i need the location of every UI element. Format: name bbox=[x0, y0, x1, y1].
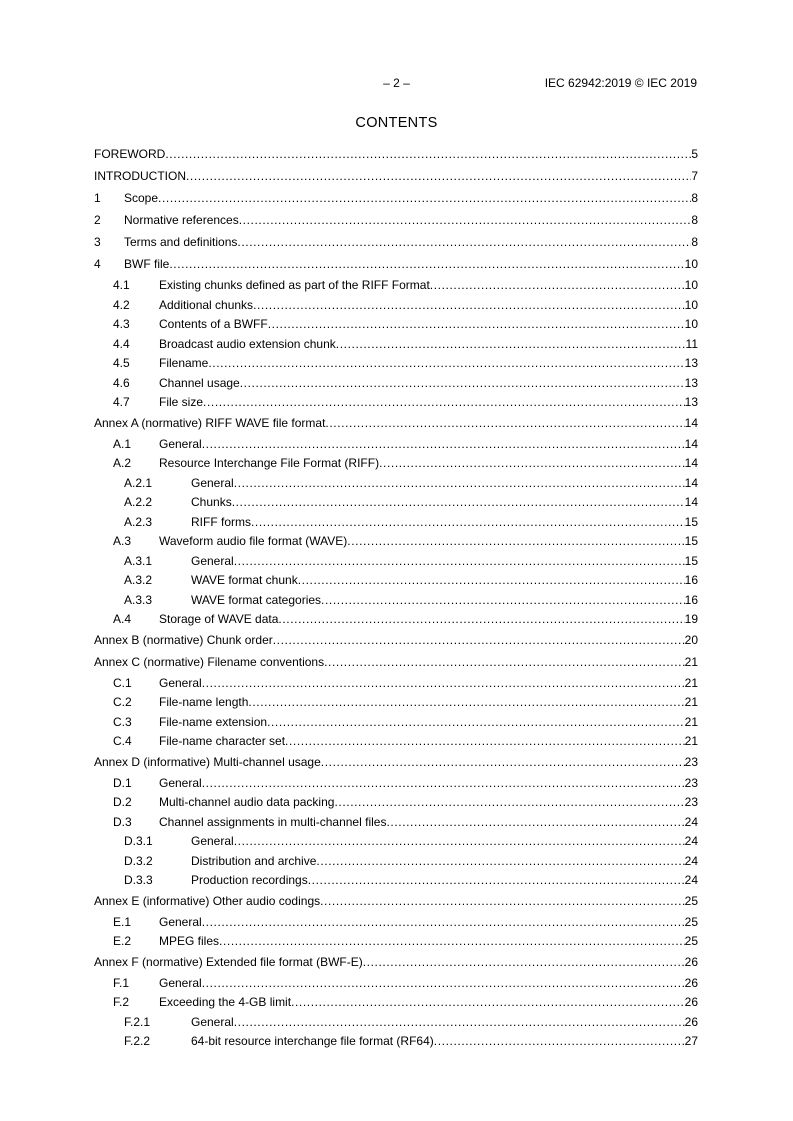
toc-entry-title: General bbox=[159, 775, 202, 790]
toc-entry-page: 10 bbox=[684, 278, 698, 292]
toc-entry-title: FOREWORD bbox=[94, 147, 166, 161]
toc-entry-title: File-name length bbox=[159, 695, 249, 709]
toc-entry-page: 26 bbox=[684, 954, 698, 969]
toc-entry-number: A.2 bbox=[113, 456, 132, 470]
toc-entry-title: General bbox=[159, 975, 202, 990]
toc-entry-page: 8 bbox=[691, 213, 698, 227]
toc-dot-leader bbox=[291, 995, 685, 1009]
copyright-notice: IEC 62942:2019 © IEC 2019 bbox=[544, 76, 697, 90]
toc-dot-leader bbox=[325, 416, 684, 430]
toc-entry[interactable] bbox=[94, 914, 698, 934]
toc-entry[interactable] bbox=[94, 211, 698, 233]
toc-entry-page: 27 bbox=[684, 1034, 698, 1048]
toc-entry-page: 8 bbox=[691, 235, 698, 249]
toc-entry[interactable] bbox=[94, 145, 698, 167]
toc-entry-title: General bbox=[159, 675, 202, 690]
toc-dot-leader bbox=[240, 376, 685, 390]
toc-entry-title: General bbox=[159, 914, 202, 929]
toc-dot-leader bbox=[321, 593, 685, 607]
toc-entry-number: C.4 bbox=[113, 734, 132, 748]
toc-entry[interactable] bbox=[94, 933, 698, 953]
table-of-contents bbox=[94, 145, 698, 1053]
toc-entry[interactable] bbox=[94, 336, 698, 356]
toc-entry-page: 14 bbox=[684, 415, 698, 430]
toc-entry-page: 10 bbox=[684, 257, 698, 271]
toc-entry-title: Annex E (informative) Other audio codings bbox=[94, 893, 321, 908]
toc-entry-title: Annex C (normative) Filename conventions bbox=[94, 654, 325, 669]
toc-entry-number: 4.1 bbox=[113, 278, 130, 292]
toc-dot-leader bbox=[239, 213, 692, 227]
toc-entry-page: 14 bbox=[684, 475, 698, 490]
toc-dot-leader bbox=[234, 554, 685, 568]
toc-dot-leader bbox=[430, 278, 685, 292]
toc-entry-page: 15 bbox=[684, 553, 698, 568]
toc-dot-leader bbox=[234, 476, 685, 490]
toc-entry-page: 10 bbox=[684, 317, 698, 331]
toc-dot-leader bbox=[202, 915, 685, 929]
toc-entry[interactable] bbox=[94, 255, 698, 277]
toc-entry-page: 14 bbox=[684, 456, 698, 470]
toc-entry-title: Existing chunks defined as part of the RIFF Format bbox=[159, 278, 430, 292]
toc-entry[interactable] bbox=[94, 553, 698, 573]
toc-entry-title: Chunks bbox=[191, 495, 232, 509]
toc-entry-number: 4.7 bbox=[113, 395, 130, 409]
toc-entry[interactable] bbox=[94, 714, 698, 734]
toc-entry-number: F.2.2 bbox=[124, 1034, 151, 1048]
toc-entry-page: 11 bbox=[685, 336, 698, 351]
toc-entry-page: 25 bbox=[684, 893, 698, 908]
toc-entry[interactable] bbox=[94, 872, 698, 892]
toc-entry[interactable] bbox=[94, 189, 698, 211]
toc-dot-leader bbox=[248, 695, 684, 709]
toc-entry-page: 15 bbox=[684, 534, 698, 548]
toc-entry-title: Distribution and archive bbox=[191, 853, 317, 868]
toc-dot-leader bbox=[278, 612, 684, 626]
toc-entry-title: General bbox=[191, 834, 234, 848]
toc-dot-leader bbox=[251, 515, 685, 529]
toc-entry-number: A.3 bbox=[113, 534, 132, 548]
toc-dot-leader bbox=[267, 715, 685, 729]
toc-entry[interactable] bbox=[94, 1033, 698, 1053]
toc-entry-title: WAVE format categories bbox=[191, 592, 322, 607]
toc-entry[interactable] bbox=[94, 631, 698, 653]
toc-entry[interactable] bbox=[94, 455, 698, 475]
toc-entry[interactable] bbox=[94, 794, 698, 814]
toc-dot-leader bbox=[379, 456, 685, 470]
toc-entry-page: 24 bbox=[684, 834, 698, 848]
toc-entry-number: D.3 bbox=[113, 814, 132, 829]
toc-entry-number: 4.4 bbox=[113, 336, 130, 351]
toc-entry-page: 21 bbox=[684, 654, 698, 669]
toc-entry-page: 10 bbox=[684, 297, 698, 312]
toc-dot-leader bbox=[336, 337, 686, 351]
toc-entry-page: 23 bbox=[684, 775, 698, 790]
toc-entry[interactable] bbox=[94, 953, 698, 975]
toc-entry-title: RIFF forms bbox=[191, 514, 251, 529]
toc-entry-page: 7 bbox=[691, 169, 698, 183]
toc-dot-leader bbox=[321, 755, 685, 769]
toc-dot-leader bbox=[202, 437, 685, 451]
toc-dot-leader bbox=[253, 298, 685, 312]
toc-entry[interactable] bbox=[94, 733, 698, 753]
toc-entry-number: A.4 bbox=[113, 612, 132, 626]
toc-entry-page: 24 bbox=[684, 814, 698, 829]
toc-entry-number: 4 bbox=[94, 257, 101, 271]
toc-entry[interactable] bbox=[94, 297, 698, 317]
toc-entry-title: File-name extension bbox=[159, 714, 268, 729]
toc-entry-page: 21 bbox=[684, 675, 698, 690]
toc-dot-leader bbox=[308, 873, 685, 887]
toc-dot-leader bbox=[434, 1034, 685, 1048]
toc-entry-title: Production recordings bbox=[191, 873, 308, 887]
toc-entry-number: F.1 bbox=[113, 975, 130, 990]
toc-entry-page: 14 bbox=[684, 495, 698, 509]
toc-entry[interactable] bbox=[94, 592, 698, 612]
toc-entry-number: C.3 bbox=[113, 714, 132, 729]
toc-entry[interactable] bbox=[94, 414, 698, 436]
toc-dot-leader bbox=[285, 734, 685, 748]
toc-entry-title: Exceeding the 4-GB limit bbox=[159, 995, 292, 1009]
toc-entry-title: Annex F (normative) Extended file format (BWF-E) bbox=[94, 954, 363, 969]
toc-entry[interactable] bbox=[94, 753, 698, 775]
toc-dot-leader bbox=[324, 655, 685, 669]
toc-dot-leader bbox=[202, 776, 685, 790]
toc-entry-number: A.2.3 bbox=[124, 514, 153, 529]
toc-entry-title: General bbox=[191, 475, 234, 490]
toc-entry[interactable] bbox=[94, 892, 698, 914]
toc-entry[interactable] bbox=[94, 814, 698, 834]
toc-entry-page: 15 bbox=[684, 514, 698, 529]
toc-entry-title: MPEG files bbox=[159, 934, 220, 948]
toc-entry-number: F.2 bbox=[113, 995, 130, 1009]
toc-entry-page: 5 bbox=[691, 147, 698, 161]
toc-entry-number: A.3.2 bbox=[124, 573, 153, 587]
toc-entry[interactable] bbox=[94, 994, 698, 1014]
toc-entry-page: 13 bbox=[684, 375, 698, 390]
toc-dot-leader bbox=[219, 934, 685, 948]
toc-entry-page: 20 bbox=[684, 632, 698, 647]
toc-entry-title: Scope bbox=[124, 191, 159, 205]
toc-entry-title: Annex D (informative) Multi-channel usage bbox=[94, 754, 321, 769]
toc-dot-leader bbox=[203, 395, 685, 409]
toc-entry-title: Terms and definitions bbox=[124, 235, 238, 249]
toc-entry[interactable] bbox=[94, 775, 698, 795]
toc-entry[interactable] bbox=[94, 694, 698, 714]
toc-entry-title: Broadcast audio extension chunk bbox=[159, 336, 336, 351]
toc-entry-number: D.3.3 bbox=[124, 873, 153, 887]
toc-dot-leader bbox=[234, 834, 685, 848]
contents-title: CONTENTS bbox=[355, 115, 438, 131]
toc-entry-title: INTRODUCTION bbox=[94, 169, 186, 183]
toc-dot-leader bbox=[202, 976, 685, 990]
toc-entry-number: 4.6 bbox=[113, 375, 130, 390]
toc-entry[interactable] bbox=[94, 277, 698, 297]
toc-entry-page: 26 bbox=[684, 1014, 698, 1029]
toc-entry-number: C.1 bbox=[113, 675, 132, 690]
toc-entry-number: 4.5 bbox=[113, 356, 130, 370]
toc-entry-title: General bbox=[159, 436, 202, 451]
toc-entry-number: F.2.1 bbox=[124, 1014, 151, 1029]
toc-entry-title: File size bbox=[159, 395, 204, 409]
toc-entry-title: Multi-channel audio data packing bbox=[159, 795, 335, 809]
toc-dot-leader bbox=[363, 955, 685, 969]
toc-dot-leader bbox=[165, 147, 691, 161]
toc-dot-leader bbox=[347, 534, 684, 548]
toc-entry-number: C.2 bbox=[113, 695, 132, 709]
toc-entry-page: 23 bbox=[684, 754, 698, 769]
toc-entry-page: 25 bbox=[684, 914, 698, 929]
toc-entry-number: A.3.3 bbox=[124, 592, 153, 607]
toc-entry-page: 24 bbox=[684, 873, 698, 887]
toc-entry-title: File-name character set bbox=[159, 734, 286, 748]
toc-entry-number: 1 bbox=[94, 191, 101, 205]
toc-entry[interactable] bbox=[94, 833, 698, 853]
toc-entry-page: 16 bbox=[684, 573, 698, 587]
toc-entry-number: A.3.1 bbox=[124, 553, 153, 568]
toc-entry-page: 13 bbox=[684, 356, 698, 370]
toc-entry-number: E.1 bbox=[113, 914, 132, 929]
toc-entry-title: 64-bit resource interchange file format (RF64) bbox=[191, 1034, 434, 1048]
toc-entry-page: 21 bbox=[684, 734, 698, 748]
toc-entry[interactable] bbox=[94, 233, 698, 255]
toc-entry-page: 21 bbox=[684, 695, 698, 709]
toc-dot-leader bbox=[334, 795, 684, 809]
toc-dot-leader bbox=[158, 191, 691, 205]
toc-entry-page: 23 bbox=[684, 795, 698, 809]
toc-entry[interactable] bbox=[94, 475, 698, 495]
toc-entry-number: E.2 bbox=[113, 934, 132, 948]
page-header bbox=[0, 76, 793, 92]
toc-entry-page: 13 bbox=[684, 395, 698, 409]
toc-dot-leader bbox=[208, 356, 684, 370]
toc-entry-page: 8 bbox=[691, 191, 698, 205]
page-number: – 2 – bbox=[383, 76, 410, 90]
toc-entry-title: Additional chunks bbox=[159, 297, 254, 312]
toc-entry-number: 3 bbox=[94, 235, 101, 249]
toc-entry-page: 19 bbox=[684, 612, 698, 626]
toc-dot-leader bbox=[232, 495, 685, 509]
toc-entry-page: 25 bbox=[684, 934, 698, 948]
toc-entry[interactable] bbox=[94, 611, 698, 631]
toc-entry-title: Storage of WAVE data bbox=[159, 612, 279, 626]
toc-entry-page: 14 bbox=[684, 436, 698, 451]
toc-entry-number: D.3.2 bbox=[124, 853, 153, 868]
toc-entry-page: 21 bbox=[684, 714, 698, 729]
toc-entry-title: Filename bbox=[159, 356, 209, 370]
toc-entry-page: 26 bbox=[684, 975, 698, 990]
toc-entry-page: 26 bbox=[684, 995, 698, 1009]
toc-dot-leader bbox=[234, 1015, 685, 1029]
toc-dot-leader bbox=[316, 854, 684, 868]
toc-entry-title: Annex A (normative) RIFF WAVE file format bbox=[94, 415, 326, 430]
toc-entry-title: Channel assignments in multi-channel files bbox=[159, 814, 387, 829]
toc-entry-number: D.2 bbox=[113, 795, 132, 809]
toc-entry[interactable] bbox=[94, 975, 698, 995]
toc-dot-leader bbox=[386, 815, 684, 829]
toc-entry[interactable] bbox=[94, 1014, 698, 1034]
toc-entry-number: D.3.1 bbox=[124, 834, 153, 848]
toc-entry[interactable] bbox=[94, 375, 698, 395]
toc-entry[interactable] bbox=[94, 514, 698, 534]
toc-entry[interactable] bbox=[94, 394, 698, 414]
toc-entry-title: WAVE format chunk bbox=[191, 573, 298, 587]
toc-dot-leader bbox=[320, 894, 685, 908]
toc-dot-leader bbox=[186, 169, 691, 183]
toc-entry-title: General bbox=[191, 553, 234, 568]
toc-entry[interactable] bbox=[94, 853, 698, 873]
toc-entry[interactable] bbox=[94, 436, 698, 456]
toc-entry-title: General bbox=[191, 1014, 234, 1029]
toc-dot-leader bbox=[237, 235, 691, 249]
toc-entry[interactable] bbox=[94, 675, 698, 695]
toc-entry-number: 2 bbox=[94, 213, 101, 227]
toc-dot-leader bbox=[169, 257, 684, 271]
toc-entry-title: Waveform audio file format (WAVE) bbox=[159, 534, 348, 548]
toc-dot-leader bbox=[202, 676, 685, 690]
toc-entry-title: Contents of a BWFF bbox=[159, 317, 268, 331]
toc-entry-number: A.2.2 bbox=[124, 495, 153, 509]
toc-entry[interactable] bbox=[94, 653, 698, 675]
toc-entry-number: A.1 bbox=[113, 436, 132, 451]
toc-entry-page: 24 bbox=[684, 853, 698, 868]
toc-entry[interactable] bbox=[94, 316, 698, 336]
toc-entry[interactable] bbox=[94, 355, 698, 375]
toc-entry-number: A.2.1 bbox=[124, 475, 153, 490]
toc-entry-title: Normative references bbox=[124, 213, 239, 227]
toc-dot-leader bbox=[268, 317, 685, 331]
toc-entry-number: D.1 bbox=[113, 775, 132, 790]
toc-dot-leader bbox=[298, 573, 685, 587]
toc-entry-title: Resource Interchange File Format (RIFF) bbox=[159, 456, 380, 470]
toc-entry[interactable] bbox=[94, 494, 698, 514]
toc-entry-title: Channel usage bbox=[159, 375, 240, 390]
toc-entry[interactable] bbox=[94, 572, 698, 592]
toc-entry[interactable] bbox=[94, 533, 698, 553]
toc-entry-number: 4.3 bbox=[113, 317, 130, 331]
toc-dot-leader bbox=[273, 633, 685, 647]
toc-entry[interactable] bbox=[94, 167, 698, 189]
toc-entry-title: Annex B (normative) Chunk order bbox=[94, 632, 273, 647]
toc-entry-page: 16 bbox=[684, 592, 698, 607]
toc-entry-title: BWF file bbox=[124, 257, 170, 271]
toc-entry-number: 4.2 bbox=[113, 297, 130, 312]
